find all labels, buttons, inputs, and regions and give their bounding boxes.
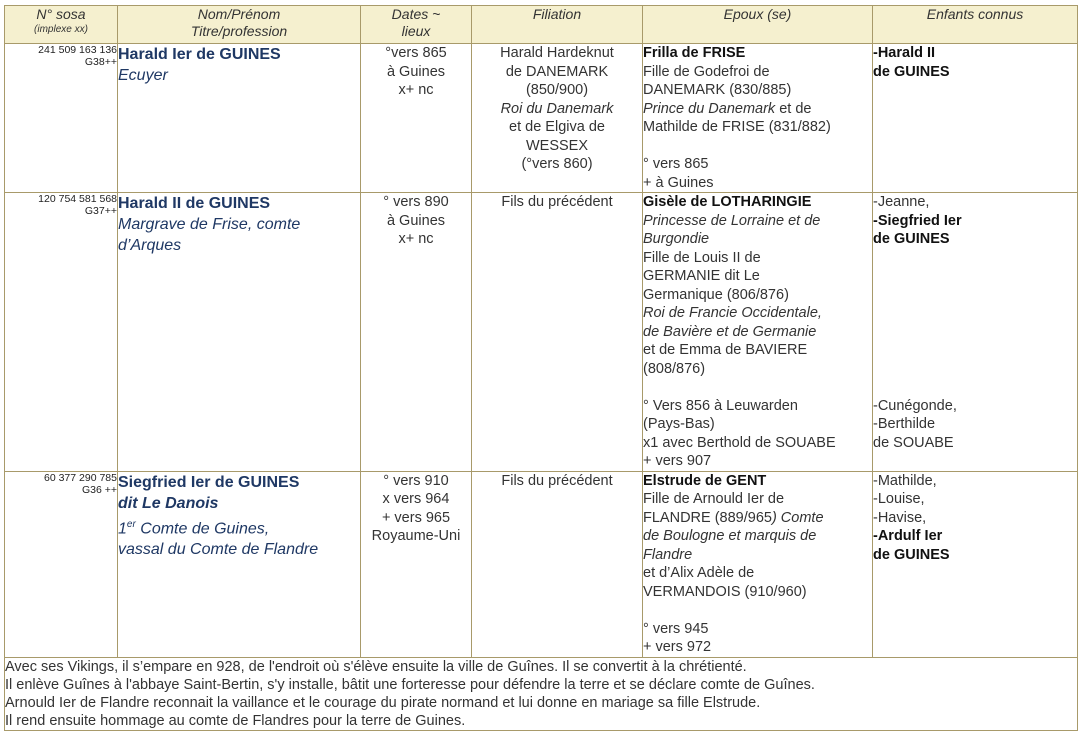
header-sosa: N° sosa (implexe xx): [5, 6, 118, 44]
header-filiation: Filiation: [472, 6, 643, 44]
genealogy-table: [4, 5, 1078, 731]
person-name-cell: [118, 44, 361, 193]
dates-cell: °vers 865 à Guines x+ nc: [361, 44, 472, 193]
children-cell: -Harald II de GUINES: [873, 44, 1078, 193]
spouse-cell: Elstrude de GENT Fille de Arnould Ier de FLANDRE (889/965) Comte de Boulogne et marquis de Flandre et d’Alix Adèle de VERMANDOIS (910/960) ° vers 945 + vers 972: [643, 471, 873, 657]
dates-cell: ° vers 890 à Guines x+ nc: [361, 193, 472, 472]
filiation-cell: Harald Hardeknut de DANEMARK (850/900) Roi du Danemark et de Elgiva de WESSEX (°vers 860): [472, 44, 643, 193]
person-title: Margrave de Frise, comte: [118, 216, 301, 233]
person-name-cell: Siegfried Ier de GUINES dit Le Danois 1er Comte de Guines, vassal du Comte de Flandre: [118, 471, 361, 657]
spouse-cell: Frilla de FRISE Fille de Godefroi de DANEMARK (830/885) Prince du Danemark et de Mathilde de FRISE (831/882) ° vers 865 + à Guines: [643, 44, 873, 193]
person-name: Harald Ier de GUINES: [118, 46, 281, 63]
table-row: [5, 193, 1078, 472]
spouse-name: Frilla de FRISE: [643, 45, 746, 61]
person-name-cell: Harald II de GUINES Margrave de Frise, comte d’Arques: [118, 193, 361, 472]
header-spouse: Epoux (se): [643, 6, 873, 44]
sosa-number: 60 377 290 785 G36 ++: [5, 471, 118, 657]
table-row: [5, 44, 1078, 193]
person-name: Siegfried Ier de GUINES: [118, 473, 300, 491]
table-row: [5, 471, 1078, 657]
children-cell: -Jeanne, -Siegfried Ier de GUINES -Cunégonde, -Berthilde de SOUABE: [873, 193, 1078, 472]
sosa-number: 241 509 163 136 G38++: [5, 44, 118, 193]
header-dates: Dates ~ lieux: [361, 6, 472, 44]
header-name: Nom/Prénom Titre/profession: [118, 6, 361, 44]
person-title: 1er Comte de Guines,: [118, 518, 270, 537]
person-name: Harald II de GUINES: [118, 195, 271, 212]
filiation-cell: Fils du précédent: [472, 471, 643, 657]
children-cell: -Mathilde, -Louise, -Havise, -Ardulf Ier de GUINES: [873, 471, 1078, 657]
spouse-name: Gisèle de LOTHARINGIE: [643, 194, 812, 210]
person-title: Ecuyer: [118, 67, 168, 84]
header-row: [5, 6, 1078, 44]
dates-cell: ° vers 910 x vers 964 + vers 965 Royaume-Uni: [361, 471, 472, 657]
sosa-number: 120 754 581 568 G37++: [5, 193, 118, 472]
spouse-cell: Gisèle de LOTHARINGIE Princesse de Lorraine et de Burgondie Fille de Louis II de GERMANIE dit Le Germanique (806/876) Roi de Francie Occidentale, de Bavière et de Germanie et de Emma de BAVIERE (808/876) ° Vers 856 à Leuwarden (Pays-Bas) x1 avec Berthold de SOUABE + vers 907: [643, 193, 873, 472]
header-children: Enfants connus: [873, 6, 1078, 44]
spouse-name: Elstrude de GENT: [643, 472, 767, 489]
filiation-cell: Fils du précédent: [472, 193, 643, 472]
note-row: [5, 657, 1078, 730]
historical-note: Avec ses Vikings, il s’empare en 928, de l'endroit où s'élève ensuite la ville de Guînes. Il se convertit à la chrétienté. Il enlève Guînes à l'abbaye Saint-Bertin, s'y installe, bâtit une forteresse pour défendre la terre et se déclare comte de Guînes. Arnould Ier de Flandre reconnait la vaillance et le courage du pirate normand et lui donne en mariage sa fille Elstrude. Il rend ensuite hommage au comte de Flandres pour la terre de Guines.: [5, 657, 1078, 730]
